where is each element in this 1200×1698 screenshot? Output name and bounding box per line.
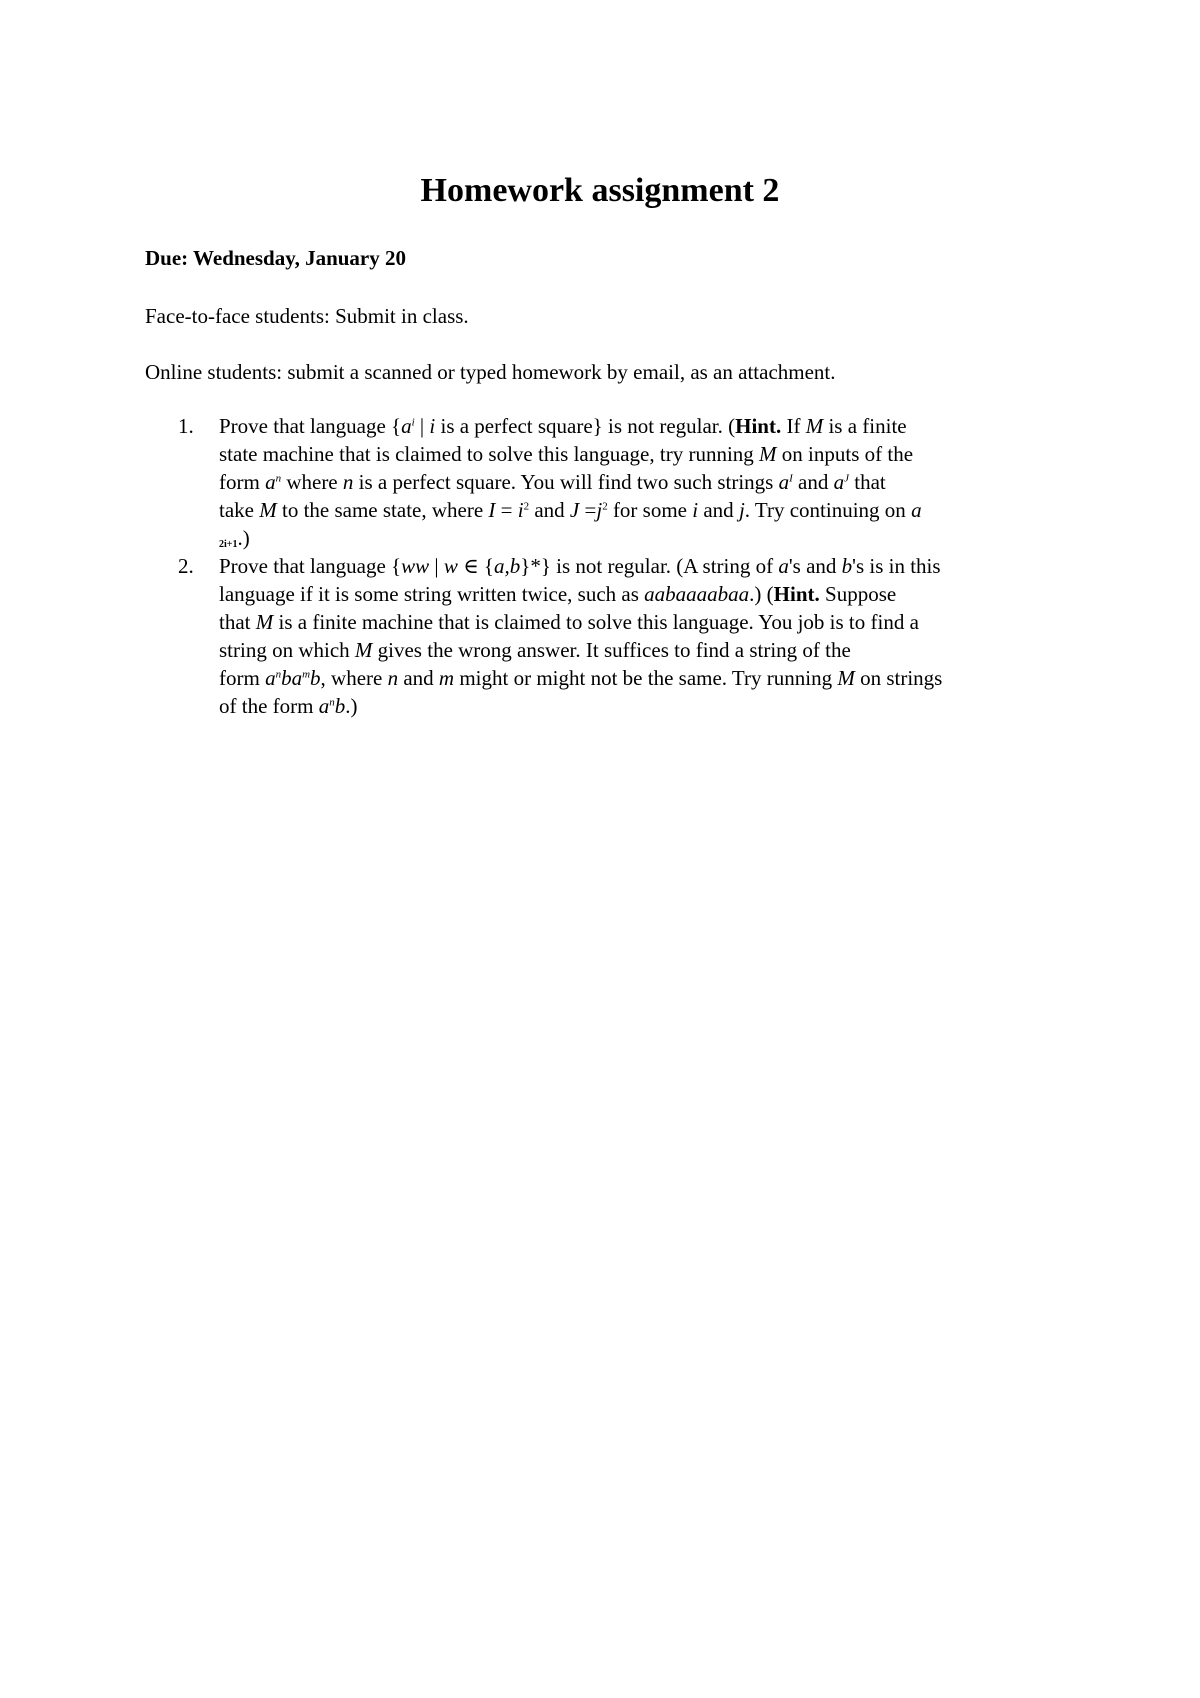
problem-line: state machine that is claimed to solve this language, try running M on inputs of the <box>219 442 914 466</box>
problem-line: form $a^nba^mb$, where n and m might or might not be the same. Try running M on strings <box>219 666 943 690</box>
face-to-face-instructions: Face-to-face students: Submit in class. <box>145 304 469 328</box>
problem-line: of the form $a^nb$.) <box>219 694 358 718</box>
problem-line: Prove that language {ww | w ∈ {a,b}*} is not regular. (A string of a's and b's is in this <box>219 554 941 578</box>
hint-label: Hint. <box>773 582 820 606</box>
problem-line: language if it is some string written twice, such as aabaaaabaa.) (Hint. Suppose <box>219 582 897 606</box>
problem-line: 2i+1.) <box>219 526 250 550</box>
problem-line: take M to the same state, where $I = i^2$ and $J =j^2$ for some i and j. Try continuing on a <box>219 498 922 522</box>
online-instructions: Online students: submit a scanned or typed homework by email, as an attachment. <box>145 360 836 384</box>
problem-1 <box>145 412 1085 552</box>
problem-line: string on which M gives the wrong answer. It suffices to find a string of the <box>219 638 851 662</box>
problem-number: 2. <box>178 554 194 578</box>
hint-label: Hint. <box>735 414 782 438</box>
problem-line: form $a^n$ where n is a perfect square. You will find two such strings $a^I$ and $a^J$ that <box>219 470 886 494</box>
page-title: Homework assignment 2 <box>420 172 780 209</box>
due-date: Due: Wednesday, January 20 <box>145 246 406 270</box>
problem-line: that M is a finite machine that is claimed to solve this language. You job is to find a <box>219 610 919 634</box>
problem-number: 1. <box>178 414 194 438</box>
problem-list <box>145 412 1085 720</box>
problem-2 <box>145 552 1085 720</box>
problem-line: Prove that language {$a^i$ | i is a perfect square} is not regular. (Hint. If M is a finite <box>219 414 907 438</box>
